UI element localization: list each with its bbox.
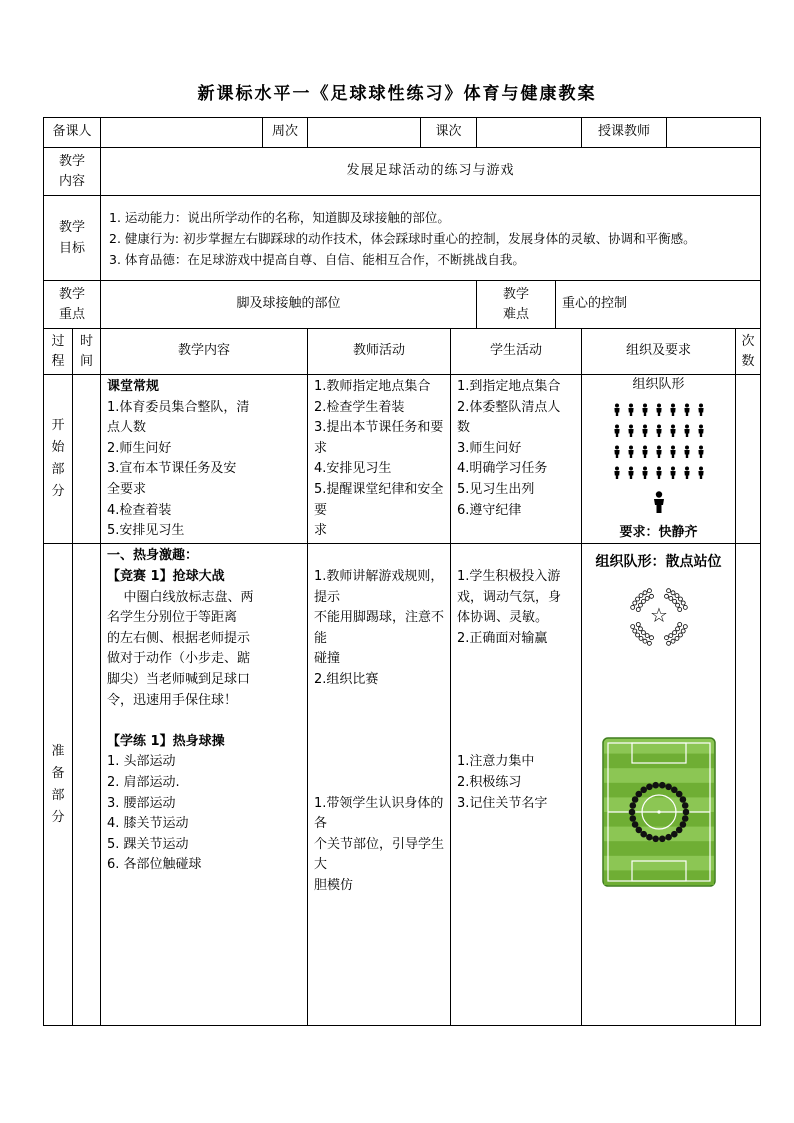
prep-content bbox=[101, 544, 308, 1026]
student-dot bbox=[665, 833, 672, 840]
student-dot bbox=[675, 603, 679, 607]
prep-student-line: 2.正确面对输赢 bbox=[457, 630, 548, 646]
center-spot bbox=[657, 810, 660, 813]
objective-item: 1. 运动能力：说出所学动作的名称，知道脚及球接触的部位。 bbox=[109, 209, 450, 225]
student-dot bbox=[681, 815, 688, 822]
student-dot bbox=[671, 639, 675, 643]
student-dot bbox=[632, 601, 636, 605]
student-dot bbox=[647, 641, 651, 645]
prep-teacher-line: 1.教师讲解游戏规则，提示 bbox=[314, 568, 444, 605]
spacer bbox=[457, 691, 575, 712]
student-dot bbox=[664, 636, 668, 640]
spacer bbox=[457, 546, 575, 567]
prep-student-line: 3.记住关节名字 bbox=[457, 795, 548, 811]
lesson-value[interactable] bbox=[477, 118, 582, 148]
start-content-line: 2.师生问好 bbox=[107, 440, 172, 456]
start-student-line: 6.遵守纪律 bbox=[457, 502, 522, 518]
student-dot bbox=[636, 622, 640, 626]
student-dot bbox=[671, 830, 678, 837]
student-dot bbox=[643, 639, 647, 643]
student-dot bbox=[675, 790, 682, 797]
student-dot bbox=[639, 636, 643, 640]
formation-row-3-icons bbox=[614, 445, 703, 458]
student-dot bbox=[645, 634, 649, 638]
start-student-line: 5.见习生出列 bbox=[457, 481, 535, 497]
student-dot bbox=[682, 808, 689, 815]
game-desc-line: 做对于动作（小步走、踮 bbox=[107, 651, 251, 667]
student-dot bbox=[649, 636, 653, 640]
start-content-line: 全要求 bbox=[107, 481, 147, 497]
col-time bbox=[73, 329, 101, 375]
content-label-text: 教学内容 bbox=[58, 153, 85, 189]
student-dot bbox=[639, 594, 643, 598]
center-star-icon: ☆ bbox=[649, 602, 668, 627]
scatter-formation-title: 组织队形：散点站位 bbox=[595, 554, 722, 571]
prep-label bbox=[44, 544, 73, 1026]
student-dot bbox=[677, 622, 681, 626]
prep-student-line: 戏，调动气氛，身 bbox=[457, 589, 562, 605]
lesson-plan-table bbox=[43, 117, 761, 1026]
student-dot bbox=[683, 625, 687, 629]
objectives-list bbox=[101, 196, 761, 281]
drill-item: 3. 腰部运动 bbox=[107, 795, 176, 811]
start-teacher-line: 2.检查学生着装 bbox=[314, 399, 405, 415]
student-dot bbox=[683, 605, 687, 609]
week-value[interactable] bbox=[308, 118, 421, 148]
student-dot bbox=[681, 802, 688, 809]
student-dot bbox=[629, 815, 636, 822]
student-dot bbox=[675, 636, 679, 640]
student-dot bbox=[635, 633, 639, 637]
key-points-label-text: 教学重点 bbox=[58, 286, 85, 322]
start-content-line: 5.安排见习生 bbox=[107, 523, 185, 539]
student-dot bbox=[664, 594, 668, 598]
start-teacher bbox=[308, 375, 451, 544]
scatter-circle-icon bbox=[619, 581, 699, 653]
start-content-line: 3.宣布本节课任务及安 bbox=[107, 461, 237, 477]
col-process bbox=[44, 329, 73, 375]
student-dot bbox=[638, 603, 642, 607]
prep-count bbox=[736, 544, 761, 1026]
start-content bbox=[101, 375, 308, 544]
start-student-line: 1.到指定地点集合 bbox=[457, 379, 561, 394]
student-dot bbox=[659, 835, 666, 842]
columns-row bbox=[44, 329, 761, 375]
student-dot bbox=[679, 821, 686, 828]
football-field-diagram bbox=[582, 737, 735, 895]
col-content: 教学内容 bbox=[101, 329, 308, 375]
start-content-line: 点人数 bbox=[107, 420, 147, 436]
student-dot bbox=[635, 826, 642, 833]
col-count bbox=[736, 329, 761, 375]
start-student-line: 3.师生问好 bbox=[457, 440, 522, 456]
student-dot bbox=[668, 634, 672, 638]
prep-student bbox=[451, 544, 582, 1026]
student-dot bbox=[675, 594, 679, 598]
start-org bbox=[582, 375, 736, 544]
spacer bbox=[314, 711, 444, 732]
key-points-label bbox=[44, 281, 101, 329]
col-count-text: 次数 bbox=[741, 333, 755, 369]
drill-item: 2. 肩部运动. bbox=[107, 774, 180, 790]
student-formation-icons bbox=[609, 400, 709, 480]
student-dot bbox=[635, 597, 639, 601]
prep-label-text: 准备部分 bbox=[51, 743, 65, 825]
student-dot bbox=[645, 596, 649, 600]
preparer-value[interactable] bbox=[101, 118, 263, 148]
drill-item: 6. 各部位触碰球 bbox=[107, 857, 202, 873]
start-label bbox=[44, 375, 73, 544]
objective-item: 2. 健康行为: 初步掌握左右脚踩球的动作技术，体会踩球时重心的控制，发展身体的灵敏、协调和平衡感。 bbox=[109, 230, 696, 246]
student-dot bbox=[641, 631, 645, 635]
field-stripe bbox=[604, 753, 714, 768]
game-desc-line: 名学生分别位于等距离 bbox=[107, 610, 238, 626]
student-dot bbox=[671, 591, 675, 595]
prep-student-line: 体协调、灵敏。 bbox=[457, 610, 549, 626]
student-dot bbox=[630, 605, 634, 609]
objectives-row bbox=[44, 196, 761, 281]
start-row bbox=[44, 375, 761, 544]
keypoints-row bbox=[44, 281, 761, 329]
start-student-line: 2.体委整队清点人 bbox=[457, 399, 561, 415]
formation-requirement: 要求：快静齐 bbox=[619, 524, 698, 540]
student-dot bbox=[636, 607, 640, 611]
objectives-label-text: 教学目标 bbox=[58, 220, 85, 256]
student-dot bbox=[629, 802, 636, 809]
game-desc-line: 脚尖）当老师喊到足球口 bbox=[107, 671, 251, 687]
game-heading: 【竞赛 1】抢球大战 bbox=[107, 568, 225, 584]
prep-student-line: 1.学生积极投入游 bbox=[457, 568, 561, 584]
student-dot bbox=[665, 783, 672, 790]
page-title: 新课标水平一《足球球性练习》体育与健康教案 bbox=[197, 84, 597, 104]
prep-org bbox=[582, 544, 736, 1026]
student-dot bbox=[678, 633, 682, 637]
student-dot bbox=[679, 796, 686, 803]
col-process-text: 过程 bbox=[51, 333, 65, 369]
prep-teacher-line: 碰撞 bbox=[314, 651, 341, 667]
formation-row-4-icons bbox=[614, 466, 703, 479]
prep-teacher-line: 1.带领学生认识身体的各 bbox=[314, 795, 444, 832]
student-dot bbox=[677, 607, 681, 611]
start-student-line: 4.明确学习任务 bbox=[457, 461, 548, 477]
spacer bbox=[314, 732, 444, 753]
col-student: 学生活动 bbox=[451, 329, 582, 375]
spacer bbox=[107, 711, 301, 732]
football-field-icon bbox=[602, 737, 716, 887]
start-student-line: 数 bbox=[457, 420, 471, 436]
start-content-line: 4.检查着装 bbox=[107, 502, 172, 518]
drill-heading: 【学练 1】热身球操 bbox=[107, 733, 225, 749]
teacher-label: 授课教师 bbox=[582, 118, 667, 148]
student-dot bbox=[638, 627, 642, 631]
key-points-value: 脚及球接触的部位 bbox=[101, 281, 477, 329]
start-teacher-line: 5.提醒课堂纪律和安全要 bbox=[314, 481, 444, 518]
student-dot bbox=[668, 596, 672, 600]
student-dot bbox=[632, 629, 636, 633]
student-dot bbox=[666, 589, 670, 593]
warmup-heading: 一、热身激趣： bbox=[107, 548, 199, 564]
start-teacher-line: 4.安排见习生 bbox=[314, 461, 392, 477]
col-time-text: 时间 bbox=[79, 333, 93, 369]
content-label bbox=[44, 148, 101, 196]
student-dot bbox=[681, 629, 685, 633]
field-stripe bbox=[604, 870, 714, 885]
game-desc-line: 中圈白线放标志盘、两 bbox=[107, 589, 254, 605]
student-dot bbox=[647, 589, 651, 593]
game-desc-line: 令，迅速用手保住球！ bbox=[107, 692, 238, 708]
student-dot bbox=[641, 599, 645, 603]
student-dot bbox=[672, 599, 676, 603]
objectives-label bbox=[44, 196, 101, 281]
student-dot bbox=[628, 808, 635, 815]
start-time bbox=[73, 375, 101, 544]
field-stripe bbox=[604, 841, 714, 856]
preparer-label: 备课人 bbox=[44, 118, 101, 148]
spacer bbox=[457, 670, 575, 691]
start-label-text: 开始部分 bbox=[51, 418, 65, 500]
game-desc-line: 的左右侧、根据老师提示 bbox=[107, 630, 251, 646]
spacer bbox=[314, 752, 444, 773]
drill-item: 4. 膝关节运动 bbox=[107, 816, 189, 832]
drill-item: 1. 头部运动 bbox=[107, 754, 176, 770]
prep-student-line: 2.积极练习 bbox=[457, 774, 522, 790]
formation-grid bbox=[582, 400, 735, 488]
prep-teacher-line: 胆模仿 bbox=[314, 877, 354, 893]
lesson-label: 课次 bbox=[421, 118, 477, 148]
start-count bbox=[736, 375, 761, 544]
student-dot bbox=[643, 591, 647, 595]
prep-teacher-line: 个关节部位，引导学生大 bbox=[314, 836, 445, 873]
header-row bbox=[44, 118, 761, 148]
prep-time bbox=[73, 544, 101, 1026]
student-dot bbox=[631, 796, 638, 803]
drill-item: 5. 踝关节运动 bbox=[107, 836, 189, 852]
content-value: 发展足球活动的练习与游戏 bbox=[101, 148, 761, 196]
student-dot bbox=[630, 625, 634, 629]
student-dot bbox=[678, 597, 682, 601]
start-teacher-line: 3.提出本节课任务和要求 bbox=[314, 420, 444, 456]
spacer bbox=[457, 649, 575, 670]
spacer bbox=[457, 732, 575, 753]
prep-student-line: 1.注意力集中 bbox=[457, 754, 535, 770]
difficulty-label bbox=[477, 281, 556, 329]
student-dot bbox=[631, 821, 638, 828]
student-dot bbox=[646, 783, 653, 790]
start-student bbox=[451, 375, 582, 544]
student-dot bbox=[652, 781, 659, 788]
student-dot bbox=[652, 835, 659, 842]
student-dot bbox=[681, 601, 685, 605]
spacer bbox=[314, 691, 444, 712]
student-dot bbox=[640, 786, 647, 793]
student-dot bbox=[672, 631, 676, 635]
formation-row-1-icons bbox=[614, 403, 703, 416]
start-teacher-line: 1.教师指定地点集合 bbox=[314, 379, 431, 394]
teacher-icon bbox=[582, 491, 735, 521]
formation-title: 组织队形 bbox=[632, 377, 685, 392]
student-dot bbox=[666, 641, 670, 645]
week-label: 周次 bbox=[263, 118, 308, 148]
spacer bbox=[457, 711, 575, 732]
scatter-formation-diagram bbox=[582, 581, 735, 661]
spacer bbox=[314, 546, 444, 567]
content-row bbox=[44, 148, 761, 196]
student-dot bbox=[675, 627, 679, 631]
objective-item: 3. 体育品德：在足球游戏中提高自尊、自信、能相互合作，不断挑战自我。 bbox=[109, 251, 525, 267]
student-dot bbox=[649, 594, 653, 598]
start-content-line: 1.体育委员集合整队，清 bbox=[107, 399, 250, 415]
prep-teacher-line: 不能用脚踢球，注意不能 bbox=[314, 610, 445, 646]
formation-row-2-icons bbox=[614, 424, 703, 437]
field-stripe bbox=[604, 812, 714, 827]
student-dot bbox=[646, 833, 653, 840]
start-content-heading: 课堂常规 bbox=[107, 379, 160, 394]
col-org: 组织及要求 bbox=[582, 329, 736, 375]
student-dot bbox=[659, 781, 666, 788]
prep-teacher-line: 2.组织比赛 bbox=[314, 671, 379, 687]
start-teacher-line: 求 bbox=[314, 523, 328, 539]
spacer bbox=[314, 773, 444, 794]
teacher-value[interactable] bbox=[667, 118, 761, 148]
prep-row bbox=[44, 544, 761, 1026]
col-teacher: 教师活动 bbox=[308, 329, 451, 375]
difficulty-value: 重心的控制 bbox=[556, 281, 761, 329]
prep-teacher bbox=[308, 544, 451, 1026]
difficulty-label-text: 教学难点 bbox=[503, 286, 530, 322]
